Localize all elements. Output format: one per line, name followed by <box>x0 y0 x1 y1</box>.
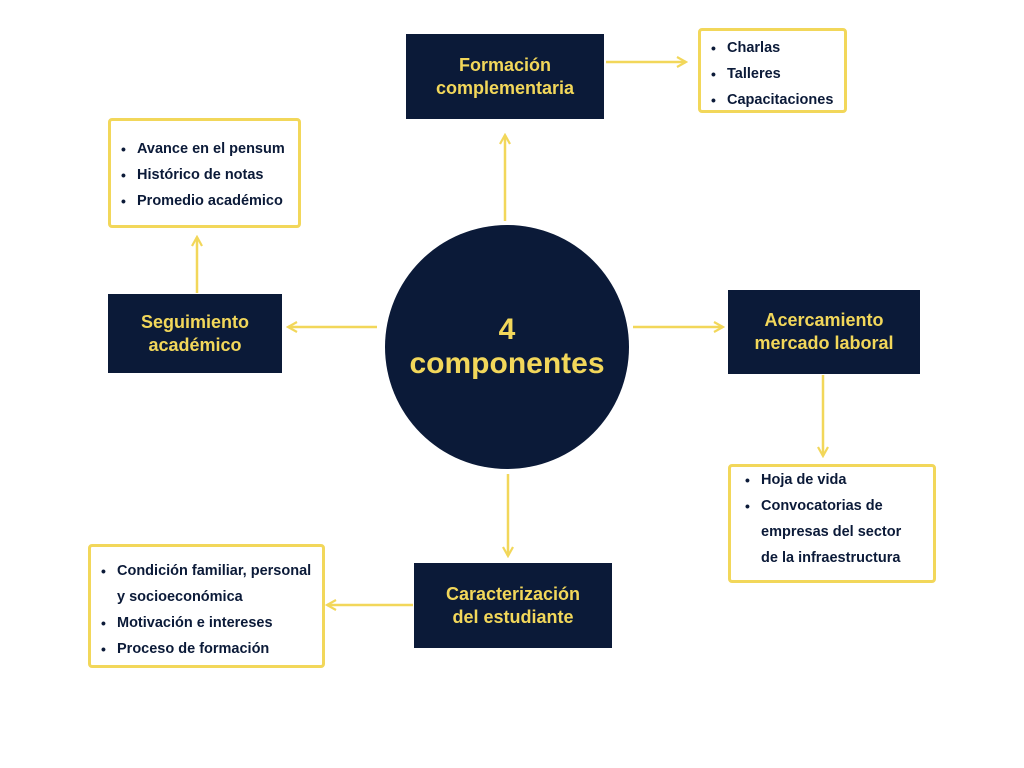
list-item: • Avance en el pensum <box>117 136 298 162</box>
list-item: • Histórico de notas <box>117 162 298 188</box>
list-item-continuation: empresas del sector <box>761 524 902 540</box>
list-item: • Proceso de formación <box>97 636 322 662</box>
list-item-continuation: de la infraestructura <box>761 550 901 566</box>
list-box-formacion <box>698 28 847 113</box>
node-acercamiento-line1: Acercamiento <box>764 310 884 330</box>
center-number: 4 <box>498 313 516 346</box>
center-circle <box>385 225 629 469</box>
node-seguimiento-line2: académico <box>148 334 242 355</box>
list-box-seguimiento <box>108 118 301 228</box>
node-formacion-complementaria <box>406 34 604 119</box>
center-label: componentes <box>409 347 605 380</box>
list-item: • Condición familiar, personal <box>97 558 322 584</box>
list-item: • Capacitaciones <box>707 87 844 113</box>
list-item: • Charlas <box>707 35 844 61</box>
list-box-caracterizacion <box>88 544 325 668</box>
node-caracterizacion-line2: del estudiante <box>452 606 574 627</box>
list-item-continuation: y socioeconómica <box>117 589 243 605</box>
list-item: • Convocatorias de <box>741 493 933 519</box>
node-formacion-line2: complementaria <box>435 77 575 98</box>
node-acercamiento-mercado-laboral <box>728 290 920 374</box>
list-item: • Talleres <box>707 61 844 87</box>
node-formacion-line1: Formación <box>458 54 551 75</box>
node-acercamiento-line2: mercado laboral <box>754 333 894 353</box>
node-seguimiento-line1: Seguimiento <box>140 311 249 332</box>
list-box-acercamiento <box>728 464 936 583</box>
node-caracterizacion-estudiante <box>414 563 612 648</box>
list-item: • Motivación e intereses <box>97 610 322 636</box>
list-item: • Hoja de vida <box>741 467 933 493</box>
node-caracterizacion-line1: Caracterización <box>445 583 581 604</box>
node-seguimiento-academico <box>108 294 282 373</box>
list-item: • Promedio académico <box>117 188 298 214</box>
